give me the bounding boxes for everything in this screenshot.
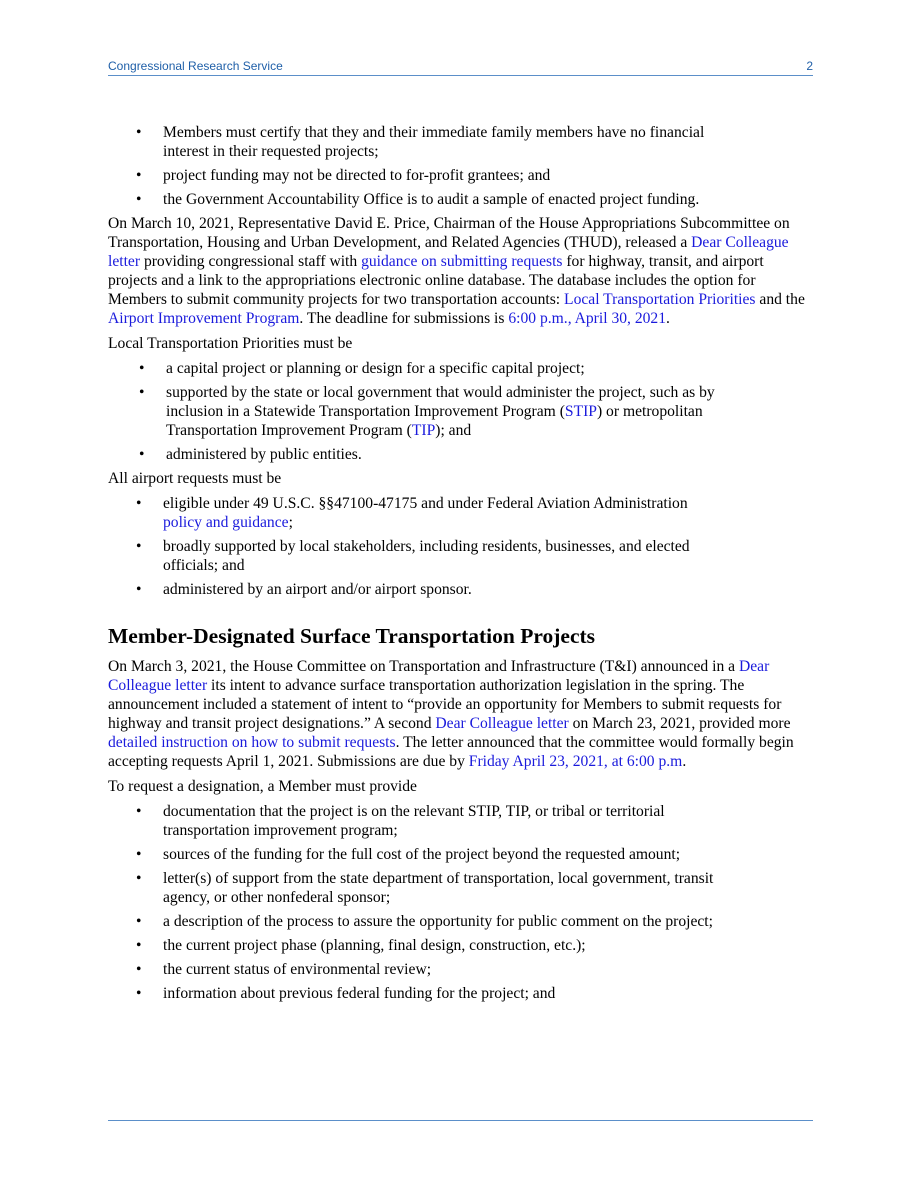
paragraph-thud: On March 10, 2021, Representative David E. Price, Chairman of the House Appropriations Subcommittee on Transportation, Housing and Urban Development, and Related Agencies (THUD), released a Dear Colleague letter providing congressional staff with guidance on submitting requests for highway, transit, and airport projects and a link to the appropriations electronic online database. The database includes the option for Members to submit community projects for two transportation accounts: Local Transportation Priorities and the Airport Improvement Program. The deadline for submissions is 6:00 p.m., April 30, 2021. [108, 215, 805, 327]
section-heading: Member-Designated Surface Transportation Projects [108, 624, 596, 648]
link-airport-improvement-program[interactable]: Airport Improvement Program [108, 310, 300, 327]
list-item: • a capital project or planning or design for a specific capital project; [139, 360, 585, 377]
link-local-transportation-priorities[interactable]: Local Transportation Priorities [564, 291, 756, 308]
list-item: • Members must certify that they and their immediate family members have no financial interest in their requested projects; [136, 124, 705, 160]
header-title: Congressional Research Service [108, 59, 283, 73]
link-guidance-submitting[interactable]: guidance on submitting requests [361, 253, 563, 270]
paragraph-airport-intro: All airport requests must be [108, 470, 282, 487]
link-tip[interactable]: TIP [411, 422, 436, 439]
link-detailed-instruction[interactable]: detailed instruction on how to submit requests [108, 734, 396, 751]
list-item: • sources of the funding for the full cost of the project beyond the requested amount; [136, 846, 681, 863]
link-dear-colleague-thud[interactable]: Dear Colleague letter [108, 234, 789, 270]
bullet-list-requirements [108, 123, 812, 209]
list-item: • project funding may not be directed to for-profit grantees; and [136, 167, 551, 184]
page-number: 2 [806, 59, 813, 73]
list-item: • the current status of environmental review; [136, 961, 432, 978]
footer-rule [108, 1120, 813, 1121]
paragraph-ltp-intro: Local Transportation Priorities must be [108, 335, 353, 352]
paragraph-request-intro: To request a designation, a Member must provide [108, 778, 417, 795]
list-item: • the current project phase (planning, final design, construction, etc.); [136, 937, 586, 954]
list-item: • administered by an airport and/or airport sponsor. [136, 581, 472, 598]
bullet-list-airport [108, 494, 812, 599]
document-body [108, 123, 812, 1008]
link-deadline-ti[interactable]: Friday April 23, 2021, at 6:00 p.m [468, 753, 683, 770]
link-policy-guidance[interactable]: policy and guidance [163, 514, 289, 531]
link-dear-colleague-second[interactable]: Dear Colleague letter [435, 715, 569, 732]
header-rule [108, 75, 813, 76]
list-item: • eligible under 49 U.S.C. §§47100-47175 and under Federal Aviation Administration policy and guidance; [136, 495, 688, 531]
list-item: • administered by public entities. [139, 446, 362, 463]
paragraph-ti: On March 3, 2021, the House Committee on Transportation and Infrastructure (T&I) announced in a Dear Colleague letter its intent to advance surface transportation authorization legislation in the spring. The announcement included a statement of intent to “provide an opportunity for Members to submit requests for highway and transit project designations.” A second Dear Colleague letter on March 23, 2021, provided more detailed instruction on how to submit requests. The letter announced that the committee would formally begin accepting requests April 1, 2021. Submissions are due by Friday April 23, 2021, at 6:00 p.m. [108, 658, 794, 770]
list-item: • the Government Accountability Office is to audit a sample of enacted project funding. [136, 191, 700, 208]
list-item: • documentation that the project is on the relevant STIP, TIP, or tribal or territorial transportation improvement program; [136, 803, 665, 839]
bullet-list-request [108, 802, 812, 1003]
bullet-list-ltp [108, 359, 812, 464]
list-item: • supported by the state or local government that would administer the project, such as by inclusion in a Statewide Transportation Improvement Program (STIP) or metropolitan Transportation Improvement Program (TIP); and [139, 384, 715, 439]
link-dear-colleague-ti[interactable]: Dear Colleague letter [108, 658, 770, 694]
running-header [108, 59, 813, 74]
list-item: • letter(s) of support from the state department of transportation, local government, transit agency, or other nonfederal sponsor; [136, 870, 714, 906]
list-item: • a description of the process to assure the opportunity for public comment on the project; [136, 913, 713, 930]
list-item: • information about previous federal funding for the project; and [136, 985, 556, 1002]
link-stip[interactable]: STIP [564, 403, 597, 420]
list-item: • broadly supported by local stakeholders, including residents, businesses, and elected officials; and [136, 538, 690, 574]
link-deadline-thud[interactable]: 6:00 p.m., April 30, 2021 [508, 310, 667, 327]
